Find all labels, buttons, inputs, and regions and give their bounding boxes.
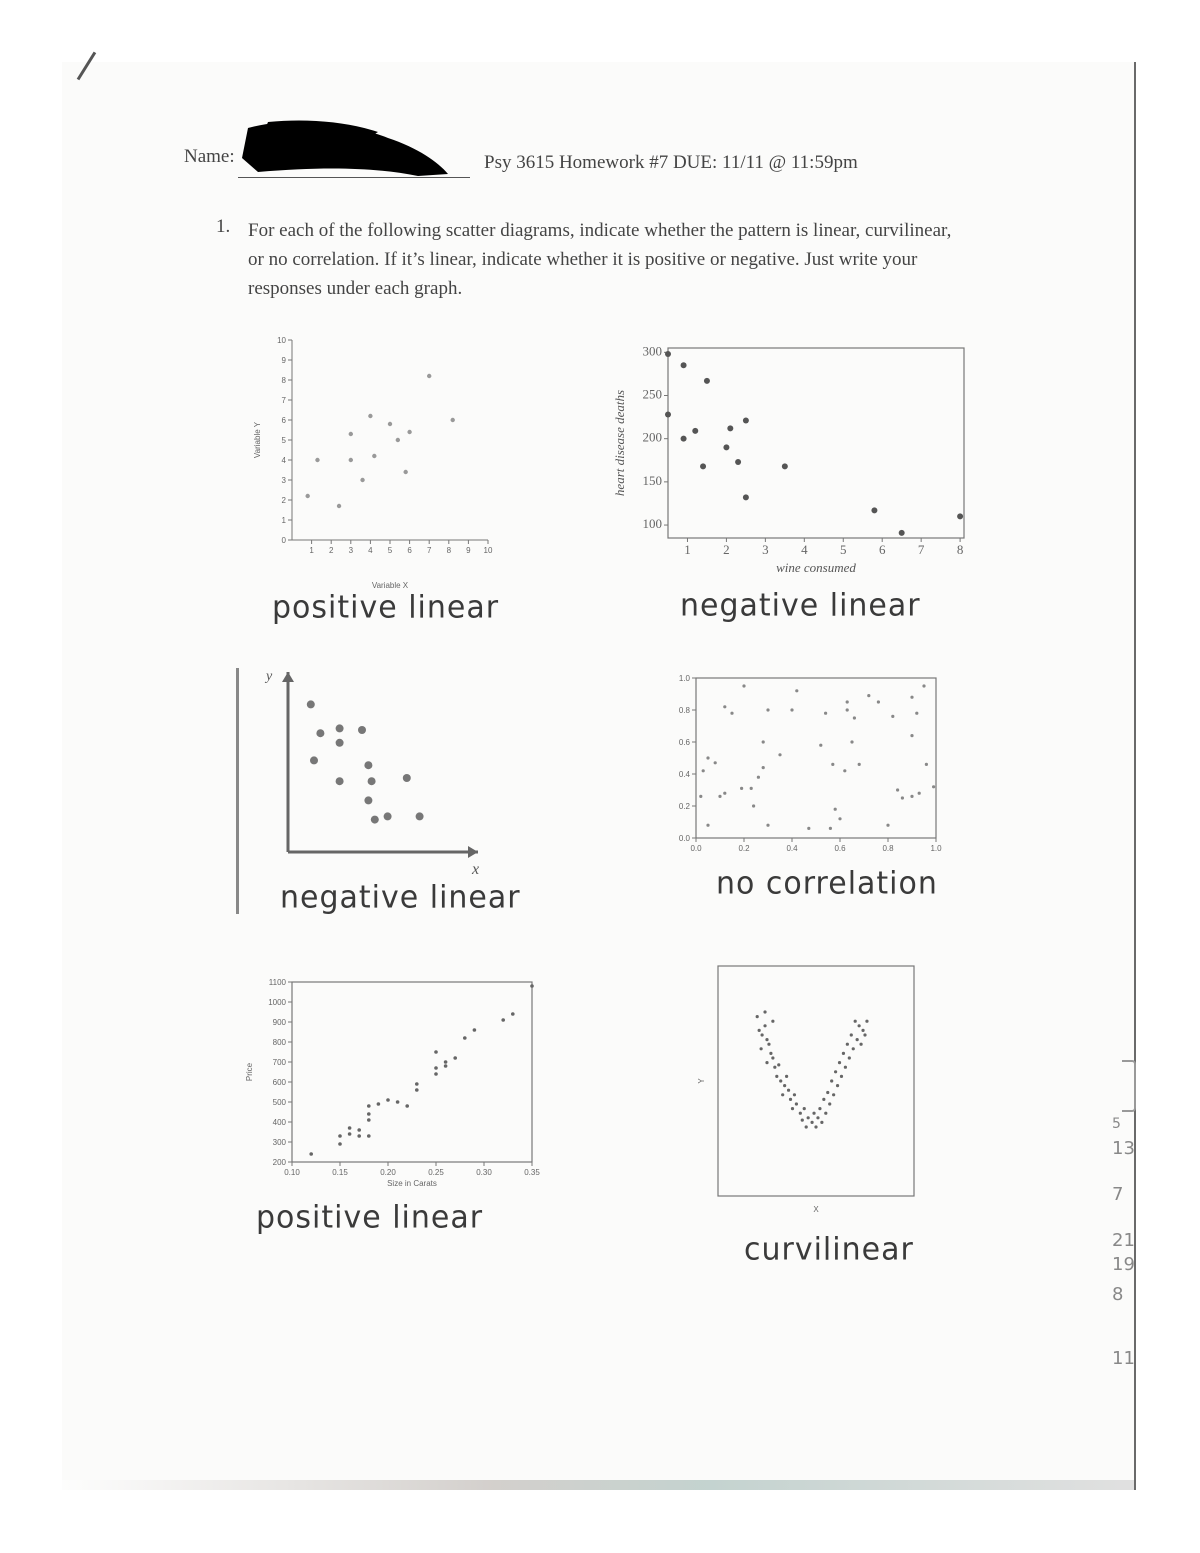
- data-point: [896, 788, 899, 791]
- data-point: [338, 1134, 342, 1138]
- y-tick-label: 600: [272, 1078, 286, 1087]
- data-point: [899, 530, 905, 536]
- data-point: [699, 795, 702, 798]
- x-tick-label: 0.0: [690, 844, 702, 853]
- data-point: [723, 444, 729, 450]
- data-point: [932, 785, 935, 788]
- data-point: [730, 712, 733, 715]
- data-point: [789, 1098, 792, 1101]
- data-point: [681, 436, 687, 442]
- y-tick-label: 1000: [268, 998, 286, 1007]
- data-point: [405, 1104, 409, 1108]
- data-point: [665, 412, 671, 418]
- data-point: [444, 1060, 448, 1064]
- data-point: [787, 1089, 790, 1092]
- scatter-chart-5: [240, 976, 540, 1196]
- data-point: [886, 824, 889, 827]
- x-axis-label: Variable X: [371, 581, 409, 590]
- y-tick-label: 5: [281, 436, 286, 445]
- data-point: [925, 763, 928, 766]
- margin-notes: [1112, 1116, 1152, 1394]
- chart-2-svg: [612, 340, 972, 580]
- data-point: [752, 804, 755, 807]
- data-point: [367, 1118, 371, 1122]
- margin-note: 7: [1112, 1184, 1124, 1205]
- data-point: [372, 454, 376, 458]
- data-point: [779, 1079, 782, 1082]
- data-point: [812, 1112, 815, 1115]
- y-tick-label: 250: [642, 386, 662, 402]
- data-point: [850, 1033, 853, 1036]
- data-point: [384, 812, 392, 820]
- data-point: [388, 422, 392, 426]
- data-point: [836, 1084, 839, 1087]
- data-point: [364, 796, 372, 804]
- data-point: [416, 812, 424, 820]
- y-tick-label: 200: [642, 429, 662, 445]
- data-point: [819, 744, 822, 747]
- data-point: [865, 1020, 868, 1023]
- y-tick-label: 1: [281, 516, 286, 525]
- x-axis-arrow: [468, 846, 478, 858]
- data-point: [915, 712, 918, 715]
- chart-3-svg: [248, 662, 498, 882]
- data-point: [415, 1088, 419, 1092]
- x-tick-label: 0.30: [476, 1168, 492, 1177]
- data-point: [368, 414, 372, 418]
- data-point: [910, 734, 913, 737]
- data-point: [700, 463, 706, 469]
- data-point: [858, 1024, 861, 1027]
- margin-note: 19: [1112, 1254, 1135, 1275]
- data-point: [403, 470, 407, 474]
- y-axis-label: y: [266, 669, 273, 684]
- y-tick-label: 10: [277, 336, 286, 345]
- answer-2: negative linear: [680, 587, 921, 624]
- y-tick-label: 0.6: [678, 738, 690, 747]
- y-tick-label: 0.4: [678, 770, 690, 779]
- data-point: [348, 1126, 352, 1130]
- data-point: [918, 792, 921, 795]
- data-point: [665, 351, 671, 357]
- data-point: [453, 1056, 457, 1060]
- y-tick-label: 300: [642, 343, 662, 359]
- data-point: [844, 1066, 847, 1069]
- y-tick-label: 8: [281, 376, 286, 385]
- data-point: [511, 1012, 515, 1016]
- y-tick-label: 3: [281, 476, 286, 485]
- x-tick-label: 0.35: [524, 1168, 540, 1177]
- y-tick-label: 7: [281, 396, 286, 405]
- data-point: [434, 1050, 438, 1054]
- data-point: [338, 1142, 342, 1146]
- y-axis-label: Y: [697, 1078, 706, 1084]
- x-tick-label: 3: [348, 546, 354, 555]
- data-point: [305, 494, 309, 498]
- margin-note: 5: [1112, 1116, 1121, 1132]
- x-axis-label: Size in Carats: [387, 1179, 437, 1188]
- page-bottom-edge: [62, 1480, 1134, 1490]
- x-tick-label: 5: [387, 546, 393, 555]
- data-point: [706, 756, 709, 759]
- data-point: [856, 1038, 859, 1041]
- y-tick-label: 1100: [268, 978, 286, 987]
- data-point: [795, 689, 798, 692]
- x-tick-label: 3: [762, 542, 769, 557]
- x-tick-label: 0.15: [332, 1168, 348, 1177]
- data-point: [830, 1079, 833, 1082]
- data-point: [367, 1104, 371, 1108]
- data-point: [762, 766, 765, 769]
- data-point: [785, 1075, 788, 1078]
- x-tick-label: 0.4: [786, 844, 798, 853]
- y-axis-label: heart disease deaths: [612, 389, 627, 497]
- data-point: [791, 1107, 794, 1110]
- data-point: [828, 1102, 831, 1105]
- data-point: [723, 705, 726, 708]
- data-point: [803, 1107, 806, 1110]
- data-point: [826, 1091, 829, 1094]
- data-point: [863, 1033, 866, 1036]
- data-point: [434, 1072, 438, 1076]
- data-point: [349, 432, 353, 436]
- data-point: [692, 428, 698, 434]
- data-point: [530, 984, 534, 988]
- data-point: [743, 494, 749, 500]
- data-point: [838, 817, 841, 820]
- data-point: [820, 1121, 823, 1124]
- data-point: [834, 808, 837, 811]
- data-point: [704, 378, 710, 384]
- data-point: [367, 1112, 371, 1116]
- data-point: [910, 795, 913, 798]
- chart-6-svg: [690, 956, 930, 1216]
- data-point: [756, 1015, 759, 1018]
- data-point: [766, 824, 769, 827]
- x-tick-label: 0.8: [882, 844, 894, 853]
- data-point: [702, 769, 705, 772]
- redacted-name-scribble: [238, 118, 450, 180]
- data-point: [357, 1134, 361, 1138]
- course-title: Psy 3615 Homework #7 DUE: 11/11 @ 11:59pm: [484, 152, 858, 173]
- data-point: [773, 1066, 776, 1069]
- y-tick-label: 100: [642, 516, 662, 532]
- data-point: [377, 1102, 381, 1106]
- data-point: [842, 1052, 845, 1055]
- data-point: [714, 761, 717, 764]
- x-tick-label: 4: [368, 546, 373, 555]
- data-point: [766, 708, 769, 711]
- data-point: [799, 1112, 802, 1115]
- data-point: [867, 694, 870, 697]
- data-point: [396, 438, 400, 442]
- x-axis-label: wine consumed: [776, 560, 856, 575]
- answer-4: no correlation: [716, 865, 938, 902]
- chart-1-svg: [248, 326, 508, 591]
- data-point: [444, 1064, 448, 1068]
- y-tick-label: 4: [281, 456, 286, 465]
- data-point: [846, 1043, 849, 1046]
- data-point: [396, 1100, 400, 1104]
- data-point: [743, 418, 749, 424]
- data-point: [767, 1043, 770, 1046]
- x-tick-label: 9: [466, 546, 471, 555]
- x-tick-label: 2: [723, 542, 730, 557]
- data-point: [742, 684, 745, 687]
- data-point: [723, 792, 726, 795]
- scatter-chart-4: [668, 668, 948, 868]
- data-point: [781, 1093, 784, 1096]
- data-point: [824, 1112, 827, 1115]
- y-tick-label: 800: [272, 1038, 286, 1047]
- scatter-chart-6: [690, 956, 930, 1216]
- data-point: [850, 740, 853, 743]
- data-point: [846, 708, 849, 711]
- data-point: [782, 463, 788, 469]
- y-tick-label: 500: [272, 1098, 286, 1107]
- data-point: [735, 459, 741, 465]
- data-point: [829, 827, 832, 830]
- y-tick-label: 9: [281, 356, 286, 365]
- data-point: [718, 795, 721, 798]
- data-point: [336, 739, 344, 747]
- data-point: [473, 1028, 477, 1032]
- data-point: [859, 1043, 862, 1046]
- data-point: [315, 458, 319, 462]
- data-point: [371, 816, 379, 824]
- x-tick-label: 0.2: [738, 844, 750, 853]
- data-point: [922, 684, 925, 687]
- data-point: [364, 761, 372, 769]
- data-point: [706, 824, 709, 827]
- y-tick-label: 900: [272, 1018, 286, 1027]
- y-tick-label: 6: [281, 416, 286, 425]
- data-point: [790, 708, 793, 711]
- data-point: [853, 716, 856, 719]
- x-axis-label: X: [813, 1205, 819, 1214]
- data-point: [834, 1070, 837, 1073]
- data-point: [501, 1018, 505, 1022]
- scatter-chart-1: [248, 326, 508, 591]
- data-point: [848, 1056, 851, 1059]
- data-point: [337, 504, 341, 508]
- data-point: [814, 1125, 817, 1128]
- data-point: [727, 425, 733, 431]
- data-point: [740, 787, 743, 790]
- data-point: [757, 776, 760, 779]
- data-point: [407, 430, 411, 434]
- data-point: [760, 1047, 763, 1050]
- scatter-chart-2: [612, 340, 972, 580]
- plot-frame: [292, 982, 532, 1162]
- data-point: [871, 507, 877, 513]
- data-point: [336, 777, 344, 785]
- data-point: [358, 726, 366, 734]
- x-tick-label: 1.0: [930, 844, 942, 853]
- data-point: [801, 1119, 804, 1122]
- data-point: [838, 1061, 841, 1064]
- data-point: [763, 1024, 766, 1027]
- data-point: [765, 1038, 768, 1041]
- data-point: [415, 1082, 419, 1086]
- x-tick-label: 6: [878, 542, 886, 557]
- data-point: [348, 1132, 352, 1136]
- data-point: [681, 362, 687, 368]
- data-point: [777, 1063, 780, 1066]
- x-tick-label: 10: [483, 546, 493, 555]
- data-point: [310, 756, 318, 764]
- data-point: [854, 1020, 857, 1023]
- x-tick-label: 0.25: [428, 1168, 444, 1177]
- x-tick-label: 7: [917, 542, 925, 557]
- x-tick-label: 5: [840, 542, 847, 557]
- data-point: [793, 1093, 796, 1096]
- data-point: [451, 418, 455, 422]
- data-point: [858, 763, 861, 766]
- x-tick-label: 0.20: [380, 1168, 396, 1177]
- data-point: [357, 1128, 361, 1132]
- data-point: [843, 769, 846, 772]
- y-tick-label: 700: [272, 1058, 286, 1067]
- data-point: [783, 1084, 786, 1087]
- chart-3-margin-bar: [236, 668, 239, 914]
- data-point: [763, 1010, 766, 1013]
- data-point: [795, 1102, 798, 1105]
- data-point: [824, 712, 827, 715]
- data-point: [769, 1052, 772, 1055]
- data-point: [807, 827, 810, 830]
- data-point: [758, 1029, 761, 1032]
- y-axis-arrow: [282, 672, 294, 682]
- data-point: [877, 700, 880, 703]
- margin-note: 8: [1112, 1284, 1124, 1305]
- question-text: For each of the following scatter diagrams, indicate whether the pattern is linear, curvilinear, or no correlation. If it’s linear, indicate whether it is positive or negative. Just write your responses under each graph.: [248, 220, 952, 299]
- data-point: [765, 1061, 768, 1064]
- y-tick-label: 300: [272, 1138, 286, 1147]
- data-point: [805, 1125, 808, 1128]
- data-point: [957, 513, 963, 519]
- data-point: [818, 1107, 821, 1110]
- data-point: [307, 700, 315, 708]
- y-tick-label: 0.8: [678, 706, 690, 715]
- data-point: [367, 1134, 371, 1138]
- margin-bracket: [1122, 1060, 1136, 1112]
- y-tick-label: 150: [642, 472, 662, 488]
- x-tick-label: 0.6: [834, 844, 846, 853]
- data-point: [349, 458, 353, 462]
- data-point: [762, 740, 765, 743]
- x-tick-label: 8: [446, 546, 452, 555]
- name-label: Name:: [184, 146, 235, 167]
- data-point: [910, 696, 913, 699]
- data-point: [427, 374, 431, 378]
- answer-5: positive linear: [256, 1199, 484, 1236]
- x-tick-label: 6: [407, 546, 412, 555]
- y-axis-label: Price: [245, 1062, 254, 1082]
- data-point: [816, 1116, 819, 1119]
- y-tick-label: 200: [272, 1158, 286, 1167]
- x-tick-label: 7: [426, 546, 432, 555]
- data-point: [463, 1036, 467, 1040]
- data-point: [386, 1098, 390, 1102]
- x-tick-label: 8: [956, 542, 964, 557]
- margin-note: 21: [1112, 1230, 1135, 1251]
- data-point: [846, 700, 849, 703]
- data-point: [316, 729, 324, 737]
- y-tick-label: 0.2: [678, 802, 690, 811]
- data-point: [852, 1047, 855, 1050]
- data-point: [861, 1029, 864, 1032]
- data-point: [807, 1116, 810, 1119]
- chart-5-svg: [240, 976, 540, 1196]
- chart-4-svg: [668, 668, 948, 868]
- y-tick-label: 400: [272, 1118, 286, 1127]
- plot-frame: [718, 966, 914, 1196]
- x-tick-label: 0.10: [284, 1168, 300, 1177]
- data-point: [771, 1056, 774, 1059]
- answer-1: positive linear: [272, 589, 500, 626]
- data-point: [840, 1075, 843, 1078]
- data-point: [832, 1093, 835, 1096]
- x-tick-label: 1: [309, 546, 314, 555]
- data-point: [761, 1033, 764, 1036]
- answer-3: negative linear: [280, 879, 521, 916]
- margin-note: 13: [1112, 1138, 1135, 1159]
- x-axis-label: x: [472, 861, 480, 878]
- data-point: [901, 796, 904, 799]
- data-point: [750, 787, 753, 790]
- data-point: [309, 1152, 313, 1156]
- y-tick-label: 0: [281, 536, 286, 545]
- data-point: [891, 715, 894, 718]
- data-point: [771, 1020, 774, 1023]
- data-point: [822, 1098, 825, 1101]
- data-point: [336, 724, 344, 732]
- x-tick-label: 1: [684, 542, 691, 557]
- data-point: [775, 1075, 778, 1078]
- data-point: [778, 753, 781, 756]
- scatter-chart-3: [248, 662, 498, 882]
- plot-frame: [696, 678, 936, 838]
- answer-6: curvilinear: [744, 1231, 914, 1268]
- x-tick-label: 4: [801, 542, 808, 557]
- y-tick-label: 0.0: [678, 834, 690, 843]
- y-axis-label: Variable Y: [253, 421, 262, 459]
- data-point: [434, 1066, 438, 1070]
- data-point: [403, 774, 411, 782]
- data-point: [368, 777, 376, 785]
- question-number: 1.: [216, 216, 231, 237]
- margin-note: 11: [1112, 1348, 1135, 1369]
- y-tick-label: 1.0: [678, 674, 690, 683]
- data-point: [360, 478, 364, 482]
- x-tick-label: 2: [328, 546, 334, 555]
- plot-frame: [668, 348, 964, 538]
- y-tick-label: 2: [281, 496, 286, 505]
- data-point: [810, 1121, 813, 1124]
- name-underline: [238, 177, 470, 178]
- data-point: [831, 763, 834, 766]
